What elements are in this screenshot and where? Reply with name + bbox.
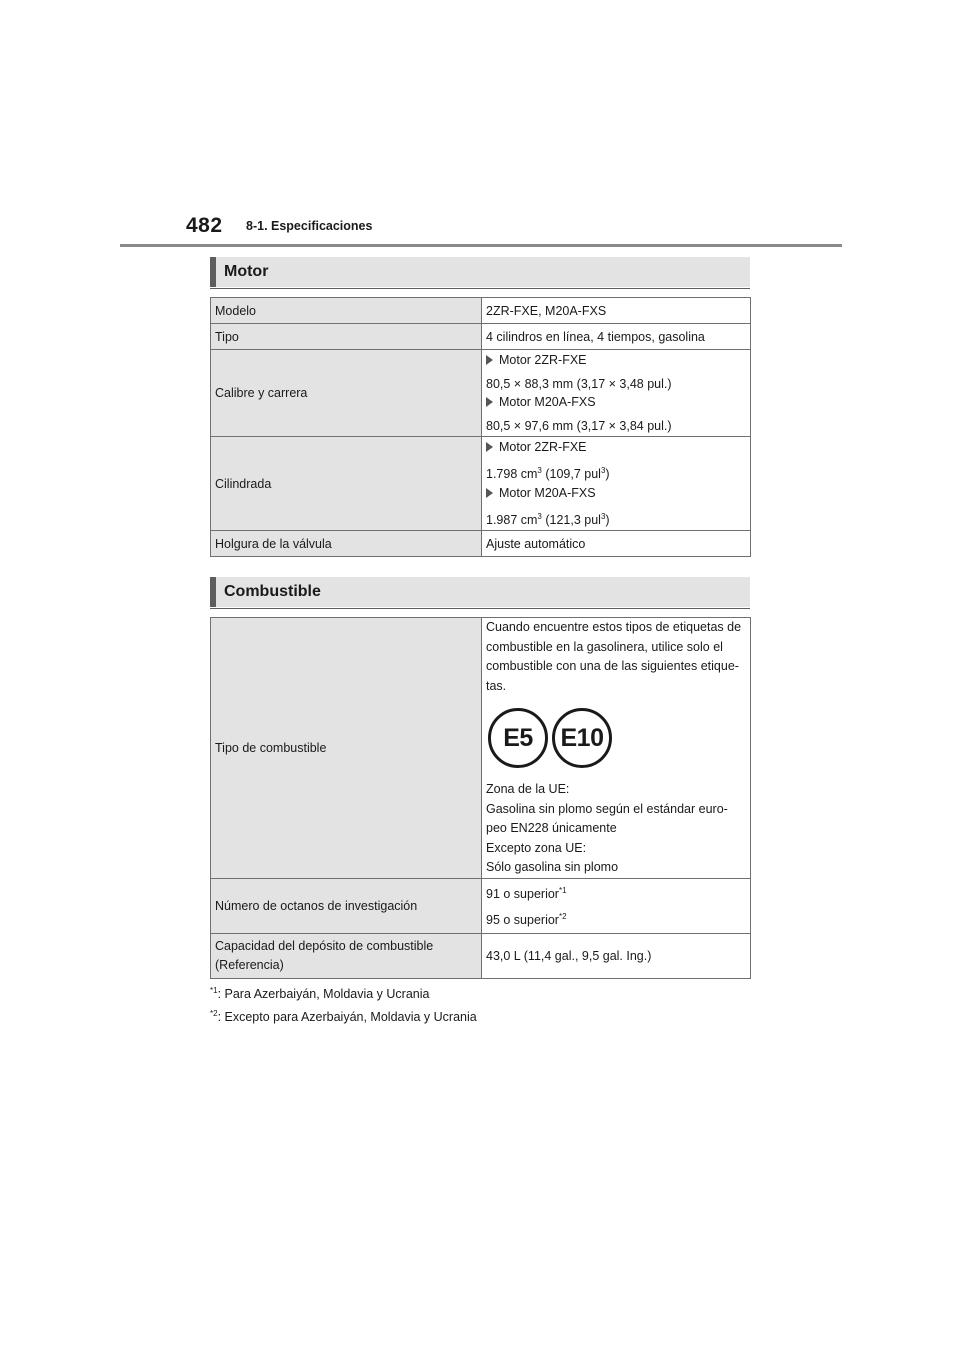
table-row [211, 618, 751, 879]
footnote: $^{*1}$: Para Azerbaiyán, Moldavia y Ucrania [210, 986, 430, 1002]
table-row [211, 531, 751, 557]
row-value: Cuando encuentre estos tipos de etiquetas de combustible en la gasolinera, utilice solo el combustible con una de las siguientes etique- tas. E5 E10 Zona de la UE: Gasolina sin plomo según el estándar euro- peo EN228 únicamente Excepto zona UE: Sólo gasolina sin plomo [482, 618, 751, 879]
row-label: Tipo de combustible [211, 618, 482, 879]
fuel-spec-table [210, 617, 751, 979]
displacement-value: 1.987 $cm^3$ (121,3 pul$^3$) [486, 511, 610, 527]
triangle-bullet-icon [486, 488, 493, 498]
table-row [211, 933, 751, 978]
page-number: 482 [186, 214, 223, 237]
row-label: Tipo [211, 324, 482, 350]
row-label: Modelo [211, 298, 482, 324]
section-title: Motor [224, 263, 269, 280]
row-label: Capacidad del depósito de combustible (Referencia) [211, 933, 482, 978]
e5-fuel-label-icon: E5 [488, 708, 548, 768]
motor-spec-table [210, 297, 751, 557]
engine-subheading: Motor 2ZR-FXE [486, 351, 746, 369]
row-label: Holgura de la válvula [211, 531, 482, 557]
row-label: Cilindrada [211, 437, 482, 531]
row-value: Ajuste automático [482, 531, 751, 557]
e10-fuel-label-icon: E10 [552, 708, 612, 768]
table-row [211, 878, 751, 933]
engine-subheading: Motor M20A-FXS [486, 484, 746, 502]
triangle-bullet-icon [486, 397, 493, 407]
section-heading-motor [210, 257, 750, 287]
table-row [211, 350, 751, 437]
footnote: $^{*2}$: Excepto para Azerbaiyán, Moldavia y Ucrania [210, 1009, 477, 1025]
table-row [211, 324, 751, 350]
table-row [211, 298, 751, 324]
table-row [211, 437, 751, 531]
engine-subheading: Motor 2ZR-FXE [486, 438, 746, 456]
bore-stroke-value: 80,5 × 88,3 mm (3,17 × 3,48 pul.) [486, 377, 672, 391]
triangle-bullet-icon [486, 355, 493, 365]
row-value: 2ZR-FXE, M20A-FXS [482, 298, 751, 324]
bore-stroke-value: 80,5 × 97,6 mm (3,17 × 3,84 pul.) [486, 419, 672, 433]
row-value: 43,0 L (11,4 gal., 9,5 gal. Ing.) [482, 933, 751, 978]
engine-subheading: Motor M20A-FXS [486, 393, 746, 411]
displacement-value: 1.798 $cm^3$ (109,7 pul$^3$) [486, 466, 610, 482]
row-label: Número de octanos de investigación [211, 878, 482, 933]
row-value [482, 437, 751, 531]
fuel-label-icons [488, 708, 746, 768]
row-value: 4 cilindros en línea, 4 tiempos, gasolina [482, 324, 751, 350]
row-value [482, 350, 751, 437]
row-value: 91 o superior$^{*1}$ 95 o superior$^{*2}$ [482, 878, 751, 933]
chapter-title: 8-1. Especificaciones [246, 219, 373, 233]
triangle-bullet-icon [486, 442, 493, 452]
section-heading-combustible [210, 577, 750, 607]
row-label: Calibre y carrera [211, 350, 482, 437]
section-title: Combustible [224, 583, 321, 600]
header-rule [120, 244, 842, 247]
